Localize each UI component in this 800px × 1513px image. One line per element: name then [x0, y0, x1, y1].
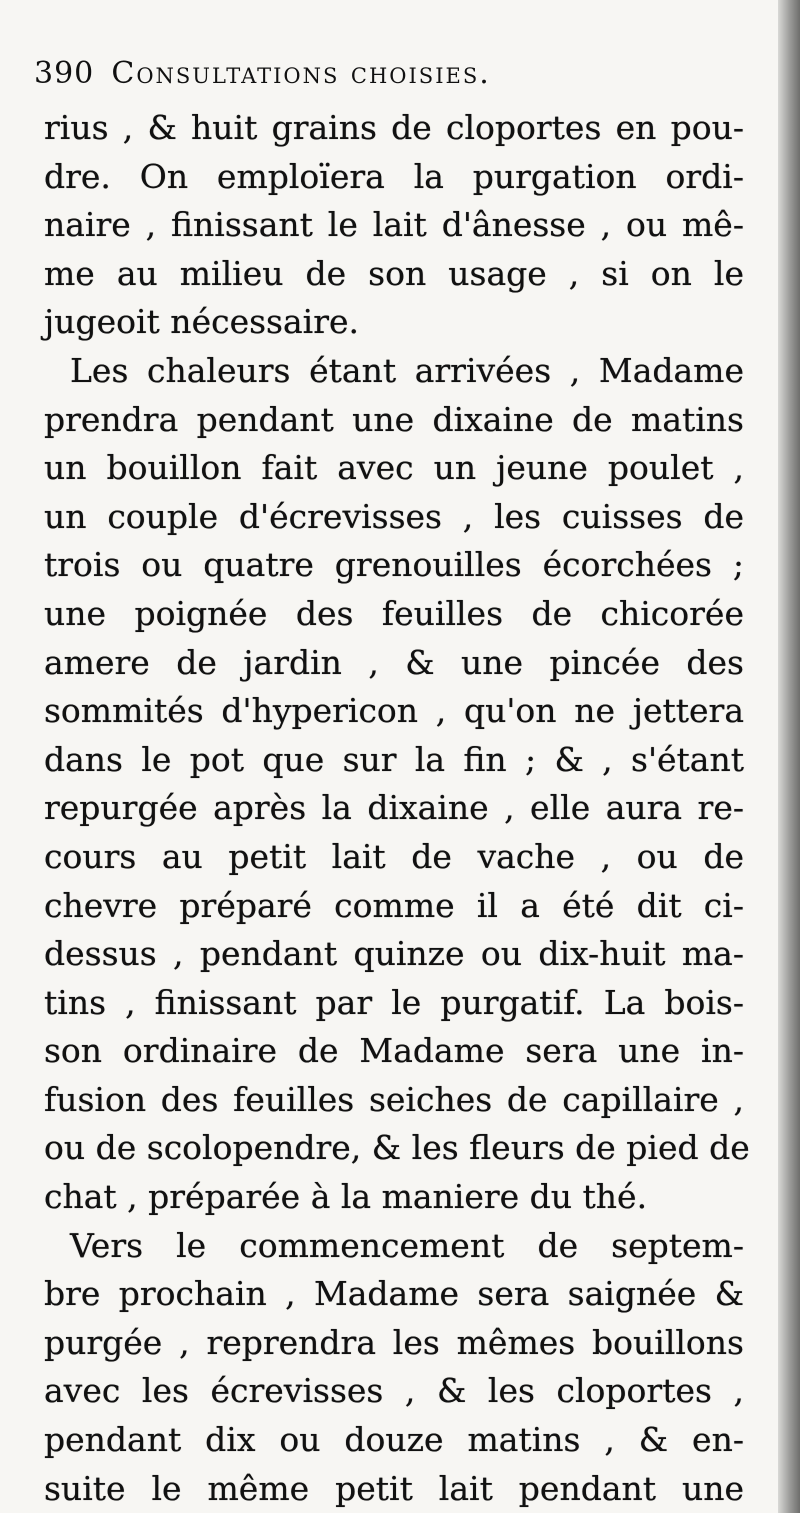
running-title: Consultations choisies.: [111, 56, 491, 91]
text-line: pendant dix ou douze matins , & en-: [44, 1420, 744, 1460]
text-line: jugeoit nécessaire.: [44, 302, 359, 342]
text-line: purgée , reprendra les mêmes bouillons: [44, 1322, 744, 1362]
text-line: fusion des feuilles seiches de capillaire ,: [44, 1079, 744, 1119]
page-header: [34, 56, 774, 106]
text-line: cours au petit lait de vache , ou de: [44, 836, 744, 876]
text-line: une poignée des feuilles de chicorée: [44, 593, 744, 633]
text-line: naire , finissant le lait d'ânesse , ou mê-: [44, 205, 744, 245]
text-line: son ordinaire de Madame sera une in-: [44, 1031, 744, 1071]
text-line: repurgée après la dixaine , elle aura re-: [44, 788, 744, 828]
text-line: bre prochain , Madame sera saignée &: [44, 1274, 744, 1314]
text-line: Vers le commencement de septem-: [70, 1225, 744, 1265]
text-line: chat , préparée à la maniere du thé.: [44, 1177, 648, 1217]
text-line: suite le même petit lait pendant une: [44, 1468, 744, 1508]
text-line: un couple d'écrevisses , les cuisses de: [44, 496, 744, 536]
text-line: me au milieu de son usage , si on le: [44, 253, 744, 293]
text-line: dans le pot que sur la fin ; & , s'étant: [44, 739, 744, 779]
body-text: [44, 104, 750, 1513]
text-line: dessus , pendant quinze ou dix-huit ma-: [44, 934, 744, 974]
text-line: rius , & huit grains de cloportes en pou-: [44, 108, 744, 147]
text-line: avec les écrevisses , & les cloportes ,: [44, 1371, 744, 1411]
text-line: chevre préparé comme il a été dit ci-: [44, 885, 744, 925]
text-line: ou de scolopendre, & les fleurs de pied de: [44, 1128, 750, 1168]
page-edge-shadow: [778, 0, 800, 1513]
text-line: dre. On emploïera la purgation ordi-: [44, 156, 744, 196]
text-line: trois ou quatre grenouilles écorchées ;: [44, 545, 744, 585]
text-line: Les chaleurs étant arrivées , Madame: [70, 350, 744, 390]
page-number: 390: [34, 56, 95, 91]
text-line: amere de jardin , & une pincée des: [44, 642, 744, 682]
text-line: prendra pendant une dixaine de matins: [44, 399, 744, 439]
text-line: tins , finissant par le purgatif. La bois-: [44, 982, 744, 1022]
text-line: sommités d'hypericon , qu'on ne jettera: [44, 691, 744, 731]
text-line: un bouillon fait avec un jeune poulet ,: [44, 448, 744, 488]
